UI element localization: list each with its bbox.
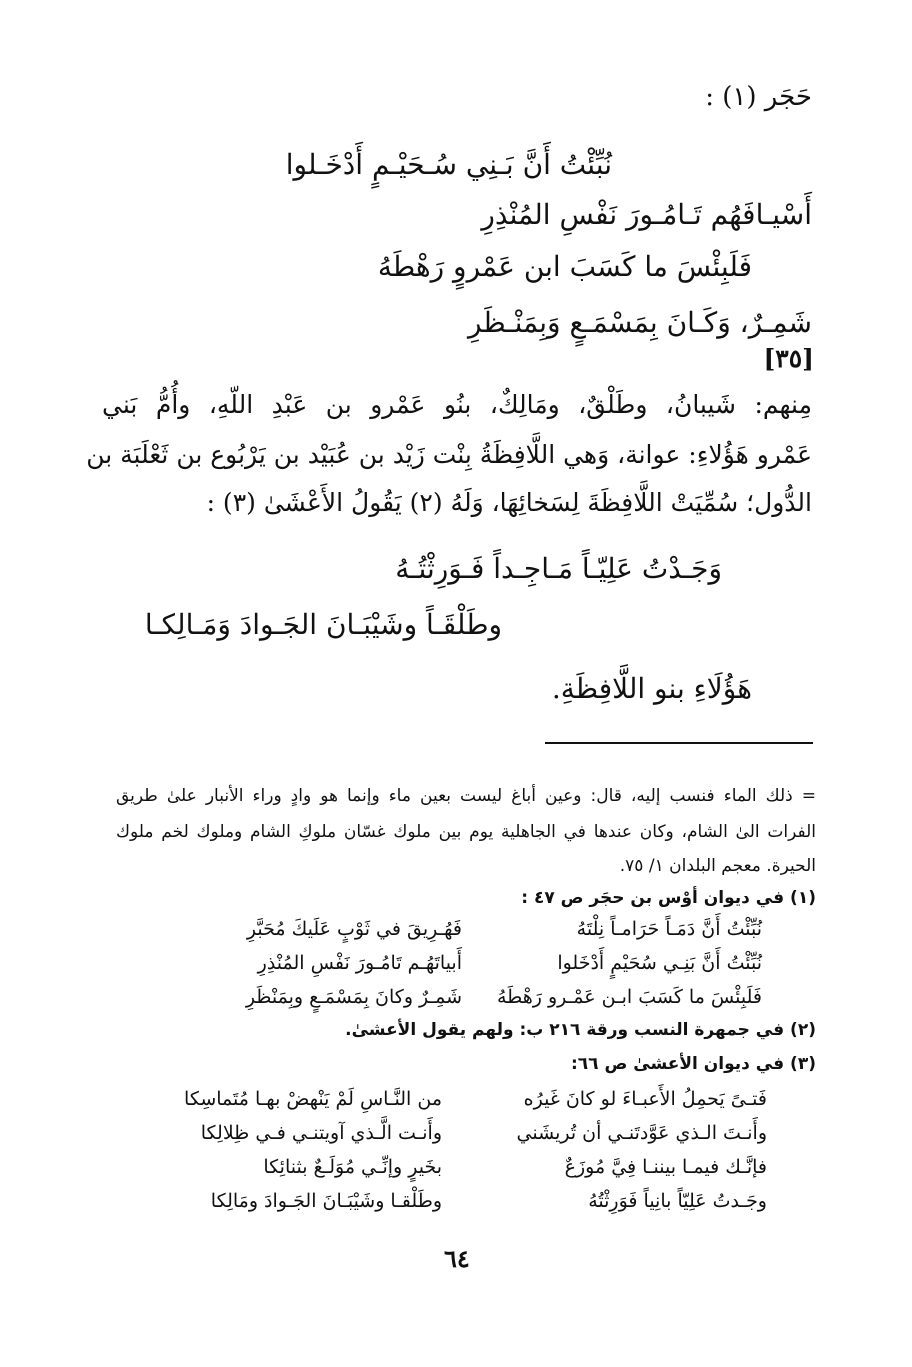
footnote-continuation-line3: الحيرة. معجم البلدان ١/ ٧٥.: [619, 856, 816, 876]
fn1-row2-right: نُبِّئْتُ أَنَّ بَنِـي سُحَيْمٍ أَدْخَلوا: [557, 952, 762, 974]
fn3-row2-right: وأَنـتَ الـذي عَوَّدتَنـي أن تُريشَني: [516, 1122, 767, 1144]
poem1-line1: نُبِّئْتُ أَنَّ بَـنِي سُـحَيْـمٍ أَدْخَـلوا: [285, 148, 612, 181]
paragraph-line2: عَمْرو هَؤُلاءِ: عوانة، وَهي اللَّافِظَةُ بِنْت زَيْد بن عُبَيْد بن يَرْبُوع بن ثَعْلَبَة بن: [86, 440, 812, 469]
fn1-row3-right: فَلَبِئْسَ ما كَسَبَ ابـن عَمْـرو رَهْطَهُ: [497, 986, 762, 1008]
fn3-row4-right: وجَـدتُ عَلِيّاً بانِياً فَوَرِثْتُهُ: [588, 1190, 767, 1212]
fn3-row3-right: فإنَّـك فيمـا بيننـا فِيَّ مُوزَعٌ: [564, 1156, 767, 1178]
footnote-continuation-line1: = ذلك الماء فنسب إليه، قال: وعين أباغ ليست بعين ماء وإنما هو وادٍ وراء الأنبار علىٰ طريق: [116, 786, 816, 806]
fn3-row2-left: وأَنـت الَّـذي آويتنـي فـي ظِلالِكا: [200, 1122, 442, 1144]
fn3-row3-left: بخَيرٍ وإنِّـي مُوَلَـعٌ بثنائِكا: [263, 1156, 442, 1178]
fn1-row1-right: نُبِّئْتُ أَنَّ دَمَـاً حَرَامـاً نِلْتَهُ: [576, 918, 762, 940]
paragraph-line3: الدُّول؛ سُمِّيَتْ اللَّافِظَةَ لِسَخائِهَا، وَلَهُ (٢) يَقُولُ الأَعْشَىٰ (٣) :: [206, 488, 812, 517]
poem1-line2: أَسْيـافَهُم تَـامُـورَ نَفْسِ المُنْذِرِ: [481, 198, 812, 231]
poem1-line4: شَمِـرٌ، وَكَـانَ بِمَسْمَـعٍ وَبِمَنْـظَرِ: [467, 306, 812, 339]
page-number: ٦٤: [444, 1244, 470, 1273]
section-number: [٣٥]: [763, 344, 814, 373]
poem1-line3: فَلَبِئْسَ ما كَسَبَ ابن عَمْروٍ رَهْطَهُ: [377, 250, 752, 283]
footnote-separator: [545, 742, 813, 744]
poem2-line2: وطَلْقَـاً وشَيْبَـانَ الجَـوادَ وَمَـالِكـا: [144, 608, 502, 641]
fn3-row1-right: فَتـىً يَحمِلُ الأَعبـاءَ لو كانَ غَيرُه: [523, 1088, 767, 1110]
footnote-1-title: (١) في ديوان أوْس بن حجَر ص ٤٧ :: [521, 888, 816, 908]
fn1-row2-left: أَبياتَهُـم تَامُـورَ نَفْسِ المُنْذِرِ: [257, 952, 462, 974]
fn1-row1-left: فَهُـرِيقَ في ثَوْبٍ عَلَيكَ مُحَبَّرِ: [246, 918, 462, 940]
footnote-continuation-line2: الفرات الىٰ الشام، وكان عندها في الجاهلية يوم بين ملوك غسّان ملوكِ الشام وملوك لخم ملوك: [116, 822, 816, 842]
footnote-2: (٢) في جمهرة النسب ورقة ٢١٦ ب: ولهم يقول الأعشىٰ.: [345, 1020, 816, 1040]
poem2-line3: هَؤُلَاءِ بنو اللَّافِظَةِ.: [551, 672, 752, 705]
header-label: حَجَر (١) :: [705, 82, 812, 112]
fn3-row4-left: وطَلْقـا وشَيْبَـانَ الجَـوادَ ومَالِكا: [210, 1190, 442, 1212]
fn1-row3-left: شَمِـرٌ وكانَ بِمَسْمَـعٍ وبِمَنْظَرِ: [245, 986, 462, 1008]
poem2-line1: وَجَـدْتُ عَلِيّـاً مَـاجِـداً فَـوَرِثْتُـهُ: [395, 552, 722, 585]
footnote-3-title: (٣) في ديوان الأعشىٰ ص ٦٦:: [570, 1054, 816, 1074]
paragraph-line1: مِنهم: شَيبانُ، وطَلْقٌ، ومَالِكٌ، بنُو عَمْرو بن عَبْدِ اللّهِ، وأُمُّ بَني: [102, 390, 812, 419]
fn3-row1-left: من النَّـاسِ لَمْ يَنْهضْ بهـا مُتَماسِكا: [184, 1088, 442, 1110]
